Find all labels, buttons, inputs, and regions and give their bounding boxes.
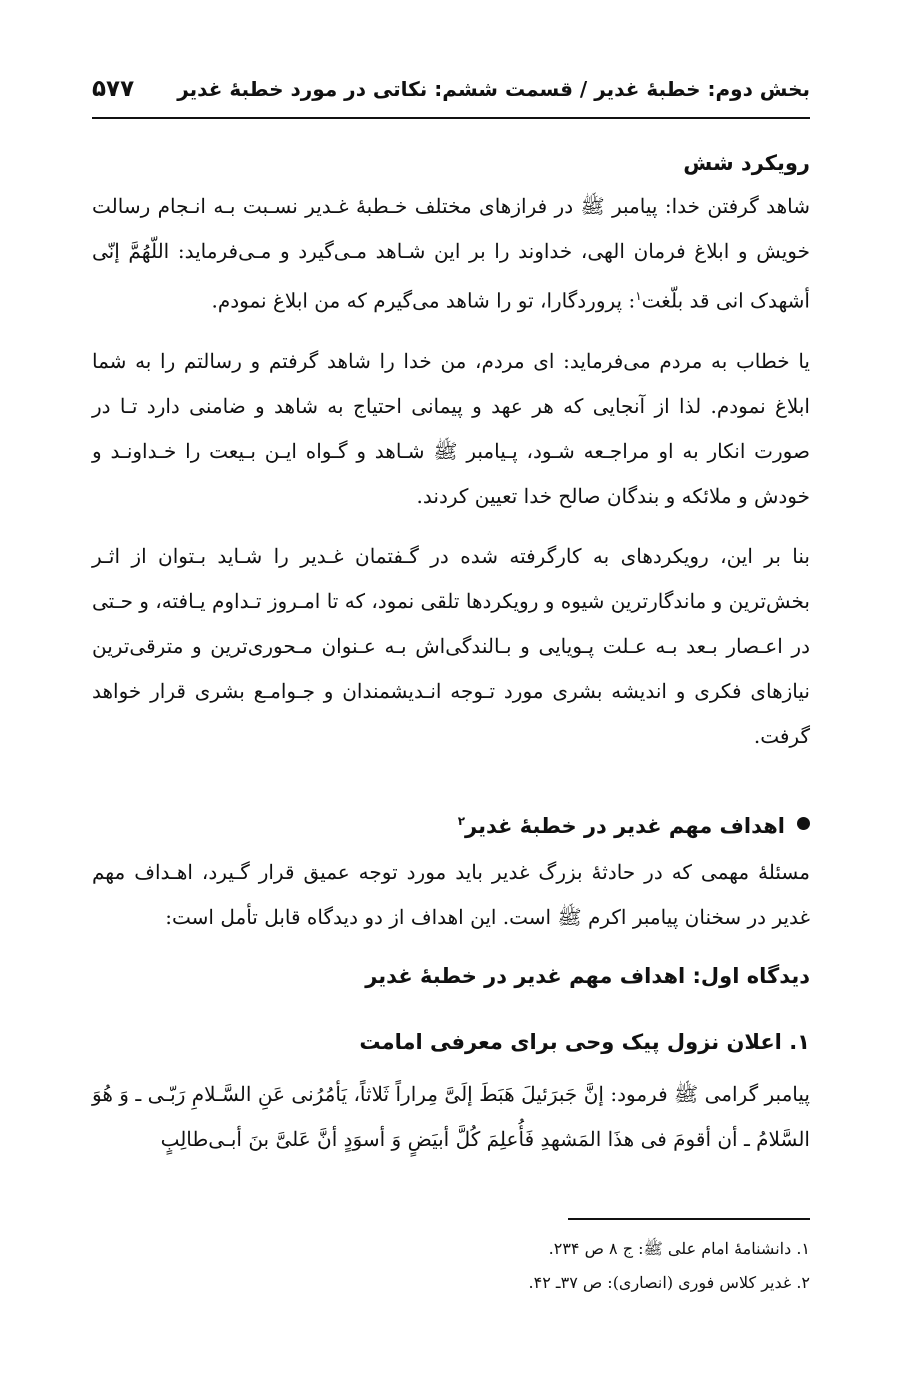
page-body xyxy=(92,142,810,1162)
item-heading: ۱. اعلان نزول پیک وحی برای معرفی امامت xyxy=(359,1029,810,1054)
footnote-rule xyxy=(568,1218,810,1220)
footnote: ۲. غدیر کلاس فوری (انصاری): ص ۳۷ـ ۴۲. xyxy=(528,1273,810,1292)
section-title-text xyxy=(458,797,785,850)
page-number: ۵۷۷ xyxy=(92,76,135,102)
running-title: بخش دوم: خطبۀ غدیر / قسمت ششم: نکاتی در مورد خطبۀ غدیر xyxy=(177,77,810,101)
section-heading: رویکرد شش xyxy=(683,151,810,175)
paragraph-text: : پروردگارا، تو را شاهد می‌گیرم که من ابلاغ نمودم. xyxy=(211,288,636,313)
footnote-ref: ۲ xyxy=(457,813,466,828)
bullet-icon xyxy=(797,817,810,830)
section-title xyxy=(92,797,810,850)
paragraph: بنا بر این، رویکردهای به کارگرفته شده در گـفتمان غـدیر را شـاید بـتوان از اثـر بخش‌ترین و ماندگارترین شیوه و رویکردها تلقی نمود، که تا امـروز تـداوم یـافته، و حـتی در اعـصار بـعد بـه عـلت پـویایی و بـالندگی‌اش بـه عـنوان مـحوری‌ترین و مترقی‌ترین نیازهای فکری و اندیشه بشری مورد تـوجه انـدیشمندان و جـوامـع بشری قرار خواهد گرفت. xyxy=(92,543,810,748)
paragraph xyxy=(92,184,810,324)
paragraph: یا خطاب به مردم می‌فرماید: ای مردم، من خدا را شاهد گرفتم و رسالتم را به شما ابلاغ نمودم. لذا از آنجایی که هر عهد و پیمانی احتیاج به شاهد و ضامنی دارد تـا در صورت انکار به او مراجـعه شـود، پـیامبر ﷺ شـاهد و گـواه ایـن بـیعت را خـداونـد و خودش و ملائکه و بندگان صالح خدا تعیین کردند. xyxy=(92,348,810,508)
paragraph: مسئلۀ مهمی که در حادثۀ بزرگ غدیر باید مورد توجه عمیق قرار گـیرد، اهـداف مهم غدیر در سخنان پیامبر اکرم ﷺ است. این اهداف از دو دیدگاه قابل تأمل است: xyxy=(92,859,810,929)
running-header xyxy=(92,76,810,108)
book-page xyxy=(92,0,810,1390)
footnote: ۱. دانشنامۀ امام علی ﷺ: ج ۸ ص ۲۳۴. xyxy=(548,1239,810,1258)
footnotes xyxy=(92,1232,810,1300)
paragraph: پیامبر گرامی ﷺ فرمود: إنَّ جَبرَئیلَ هَبَطَ إلَیَّ مِراراً ثَلاثاً، یَأمُرُنی عَنِ السَّـلامِ رَبّـی ـ وَ هُوَ السَّلامُ ـ أن أقومَ فی هذَا المَشهدِ فَأُعلِمَ کُلَّ أبیَضٍ وَ أسوَدٍ أنَّ عَلیَّ بنَ أبـی‌طالِبٍ xyxy=(92,1081,810,1151)
footnote-ref: ۱ xyxy=(635,289,642,303)
section-title-label: اهداف مهم غدیر در خطبۀ غدیر xyxy=(465,813,785,838)
subheading: دیدگاه اول: اهداف مهم غدیر در خطبۀ غدیر xyxy=(365,963,810,988)
header-rule xyxy=(92,117,810,119)
paragraph-text: شاهد گرفتن خدا: پیامبر ﷺ در فرازهای مختلف خـطبۀ غـدیر نسـبت بـه انـجام رسالت خویش و ابلاغ فرمان الهی، خداوند را بر این شـاهد مـی‌گیرد و مـی‌فرماید: اللّهُمَّ إنّی أشهدک انی قد بلّغت xyxy=(92,194,810,313)
